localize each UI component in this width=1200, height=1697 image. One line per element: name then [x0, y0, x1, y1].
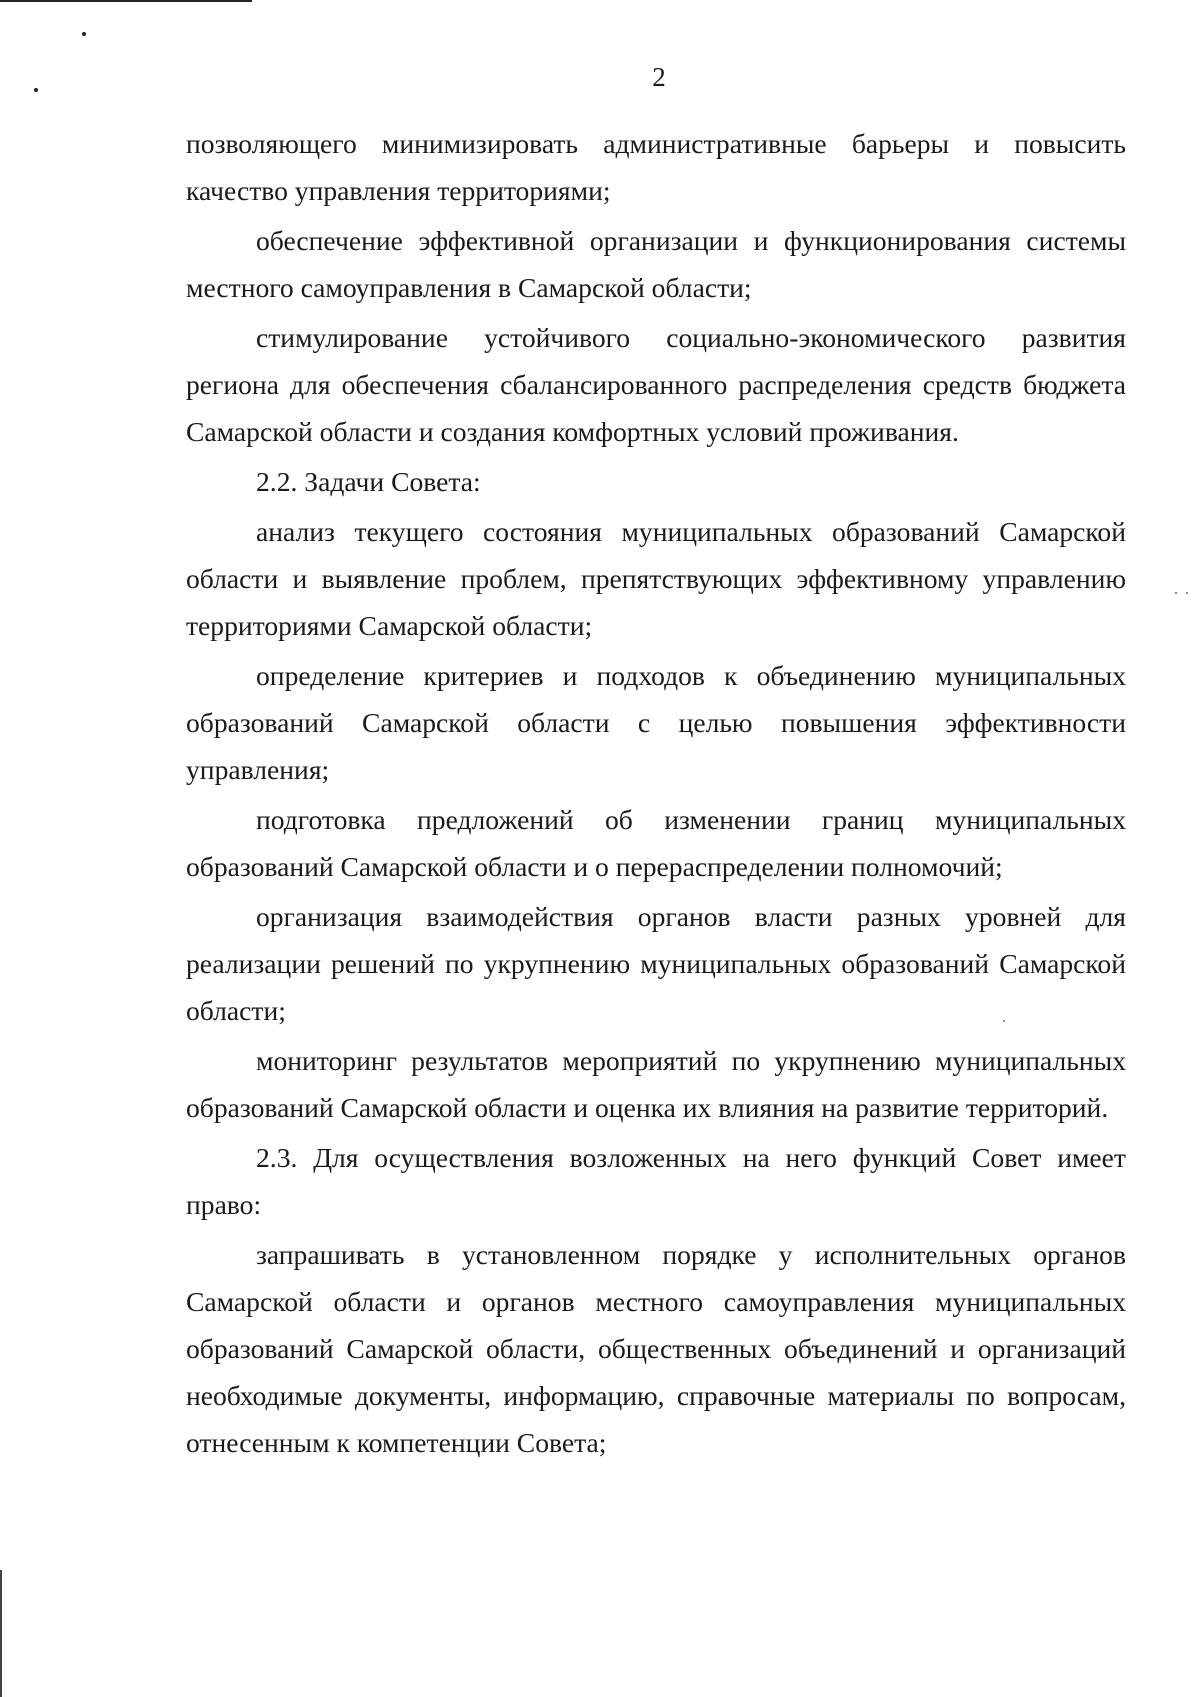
scan-speck — [1186, 592, 1188, 594]
page-number: 2 — [652, 62, 666, 92]
scan-speck — [82, 32, 86, 36]
paragraph: 2.3. Для осуществления возложенных на него функций Совет имеет право: — [186, 1142, 1126, 1220]
paragraph: анализ текущего состояния муниципальных образований Самарской области и выявление проблем, препятствующих эффективному управлению территориями Самарской области; — [186, 516, 1126, 641]
paragraph: запрашивать в установленном порядке у исполнительных органов Самарской области и органов местного самоуправления муниципальных образований Самарской области, общественных объединений и организаций необходимые документы, информацию, справочные материалы по вопросам, отнесенным к компетенции Совета; — [186, 1239, 1126, 1458]
paragraph: организация взаимодействия органов власти разных уровней для реализации решений по укрупнению муниципальных образований Самарской области; — [186, 901, 1126, 1026]
scan-edge-left — [0, 1570, 2, 1697]
paragraph: мониторинг результатов мероприятий по укрупнению муниципальных образований Самарской области и оценка их влияния на развитие территорий. — [186, 1045, 1126, 1123]
paragraph: обеспечение эффективной организации и функционирования системы местного самоуправления в Самарской области; — [186, 225, 1126, 303]
scan-edge-top — [0, 0, 252, 2]
paragraph: определение критериев и подходов к объединению муниципальных образований Самарской области с целью повышения эффективности управления; — [186, 660, 1126, 785]
paragraph: позволяющего минимизировать административные барьеры и повысить качество управления территориями; — [186, 128, 1126, 206]
document-body — [186, 120, 1126, 1469]
paragraph: стимулирование устойчивого социально-экономического развития региона для обеспечения сбалансированного распределения средств бюджета Самарской области и создания комфортных условий проживания. — [186, 322, 1126, 447]
scan-speck — [1175, 592, 1177, 594]
section-heading: 2.2. Задачи Совета: — [256, 466, 481, 497]
paragraph: подготовка предложений об изменении границ муниципальных образований Самарской области и о перераспределении полномочий; — [186, 804, 1126, 882]
